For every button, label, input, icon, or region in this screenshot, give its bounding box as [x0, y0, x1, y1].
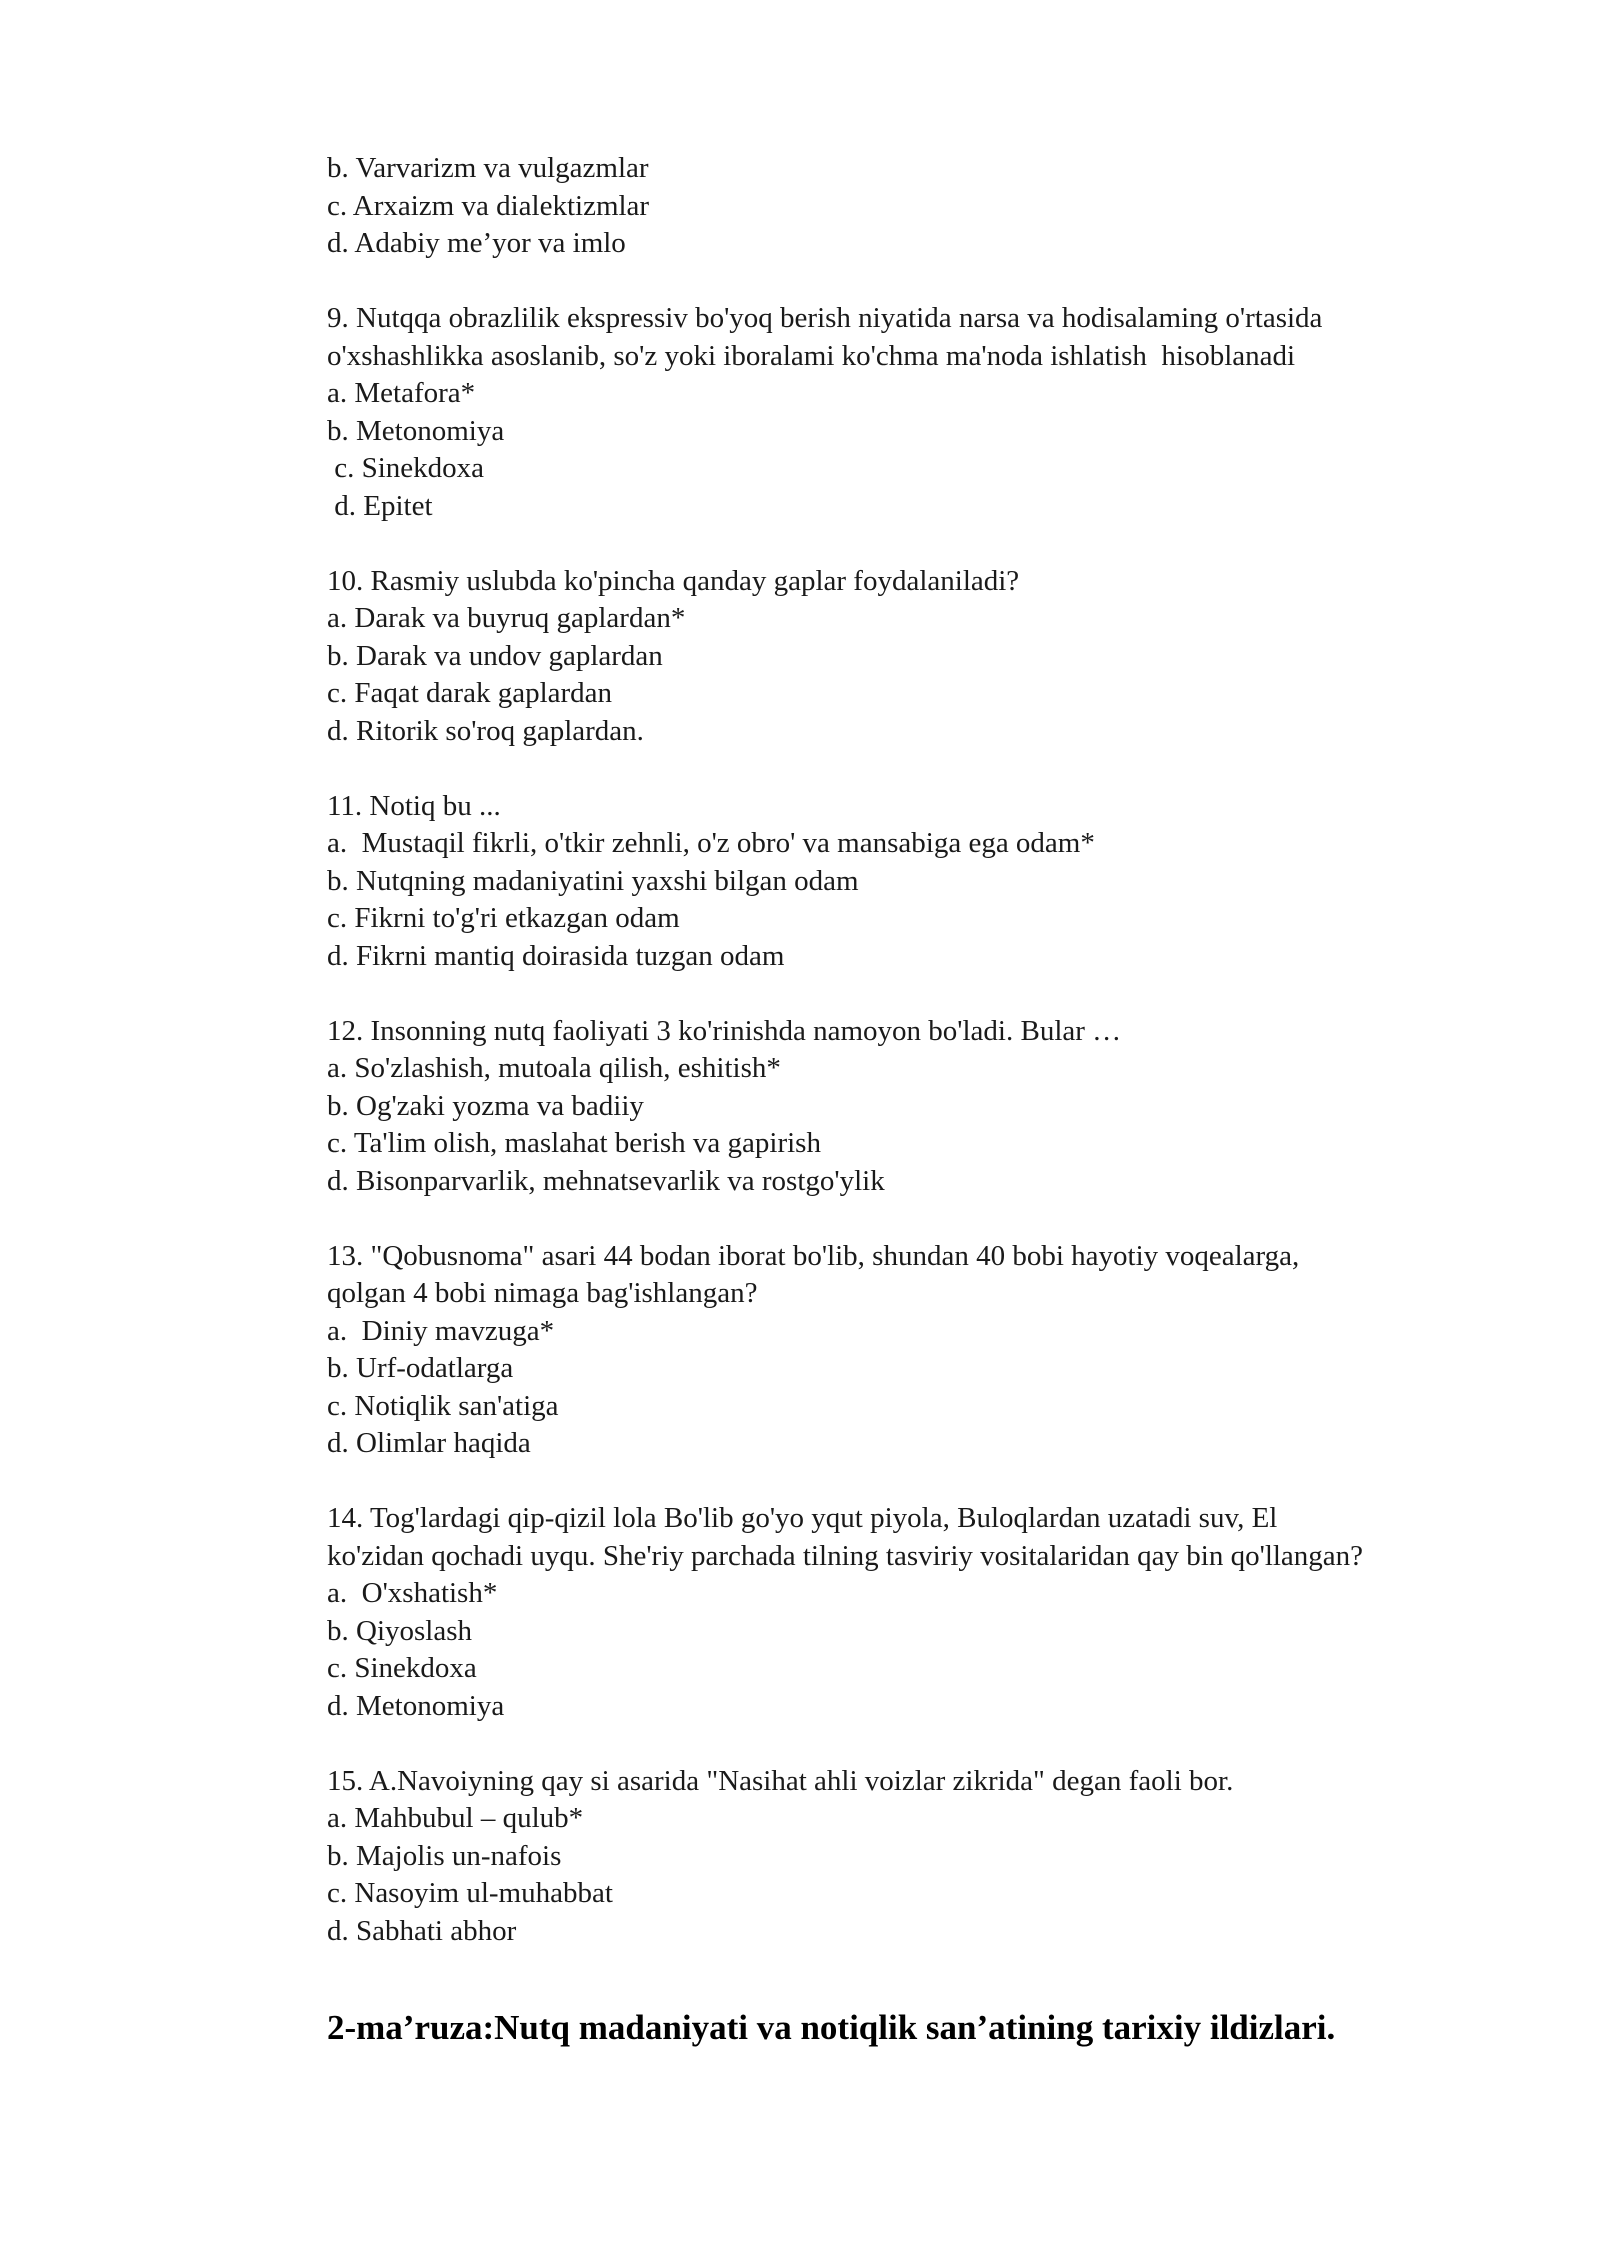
question-block-8-tail: [327, 150, 1507, 263]
answer-option: a. Mustaqil fikrli, o'tkir zehnli, o'z obro' va mansabiga ega odam*: [327, 827, 1095, 859]
question-text: 14. Tog'lardagi qip-qizil lola Bo'lib go'yo yqut piyola, Buloqlardan uzatadi suv, El: [327, 1502, 1278, 1534]
answer-option: d. Olimlar haqida: [327, 1427, 531, 1459]
question-text: 11. Notiq bu ...: [327, 789, 501, 822]
answer-option: c. Arxaizm va dialektizmlar: [327, 189, 650, 222]
question-block-11: [327, 788, 1507, 976]
answer-option: c. Fikrni to'g'ri etkazgan odam: [327, 902, 680, 934]
question-block-14: [327, 1500, 1507, 1725]
answer-option: d. Epitet: [327, 489, 433, 522]
question-block-12: [327, 1013, 1507, 1201]
answer-option: b. Majolis un-nafois: [327, 1839, 562, 1872]
answer-option: c. Nasoyim ul-muhabbat: [327, 1877, 613, 1909]
answer-option: b. Qiyoslash: [327, 1614, 472, 1647]
answer-option: a. Mahbubul – qulub*: [327, 1802, 584, 1834]
answer-option: a. Darak va buyruq gaplardan*: [327, 602, 686, 634]
question-block-13: [327, 1238, 1507, 1463]
answer-option: b. Varvarizm va vulgazmlar: [327, 152, 649, 184]
answer-option: c. Notiqlik san'atiga: [327, 1389, 559, 1422]
answer-option: c. Sinekdoxa: [327, 452, 485, 484]
question-text: 15. A.Navoiyning qay si asarida "Nasihat ahli voizlar zikrida" degan faoli bor.: [327, 1764, 1234, 1797]
answer-option: b. Nutqning madaniyatini yaxshi bilgan odam: [327, 864, 859, 897]
answer-option: c. Faqat darak gaplardan: [327, 677, 613, 709]
answer-option: c. Sinekdoxa: [327, 1652, 477, 1684]
question-block-9: [327, 300, 1507, 525]
answer-option: d. Sabhati abhor: [327, 1914, 517, 1947]
question-block-15: [327, 1763, 1507, 1951]
question-text: 12. Insonning nutq faoliyati 3 ko'rinishda namoyon bo'ladi. Bular …: [327, 1014, 1122, 1047]
answer-option: d. Adabiy me’yor va imlo: [327, 227, 626, 259]
answer-option: b. Darak va undov gaplardan: [327, 639, 663, 672]
answer-option: b. Metonomiya: [327, 414, 505, 447]
question-text: 13. "Qobusnoma" asari 44 bodan iborat bo'lib, shundan 40 bobi hayotiy voqealarga,: [327, 1239, 1300, 1272]
answer-option: a. Diniy mavzuga*: [327, 1314, 555, 1347]
question-text: ko'zidan qochadi uyqu. She'riy parchada tilning tasviriy vositalaridan qay bin qo'llangan?: [327, 1539, 1364, 1572]
document-body: [327, 150, 1507, 1988]
answer-option: a. So'zlashish, mutoala qilish, eshitish*: [327, 1052, 781, 1084]
question-text: 10. Rasmiy uslubda ko'pincha qanday gaplar foydalaniladi?: [327, 564, 1020, 597]
answer-option: d. Ritorik so'roq gaplardan.: [327, 714, 644, 747]
question-text: qolgan 4 bobi nimaga bag'ishlangan?: [327, 1277, 758, 1309]
question-text: 9. Nutqqa obrazlilik ekspressiv bo'yoq berish niyatida narsa va hodisalaming o'rtasida: [327, 302, 1323, 334]
section-heading: 2-ma’ruza:Nutq madaniyati va notiqlik san’atining tarixiy ildizlari.: [327, 2008, 1336, 2047]
answer-option: a. O'xshatish*: [327, 1577, 498, 1609]
answer-option: d. Fikrni mantiq doirasida tuzgan odam: [327, 939, 785, 972]
answer-option: d. Bisonparvarlik, mehnatsevarlik va rostgo'ylik: [327, 1164, 885, 1197]
answer-option: b. Og'zaki yozma va badiiy: [327, 1089, 644, 1122]
question-text: o'xshashlikka asoslanib, so'z yoki iboralami ko'chma ma'noda ishlatish hisoblanadi: [327, 339, 1296, 372]
answer-option: d. Metonomiya: [327, 1689, 505, 1722]
answer-option: a. Metafora*: [327, 377, 476, 409]
question-block-10: [327, 563, 1507, 751]
answer-option: c. Ta'lim olish, maslahat berish va gapirish: [327, 1127, 821, 1159]
answer-option: b. Urf-odatlarga: [327, 1352, 514, 1384]
